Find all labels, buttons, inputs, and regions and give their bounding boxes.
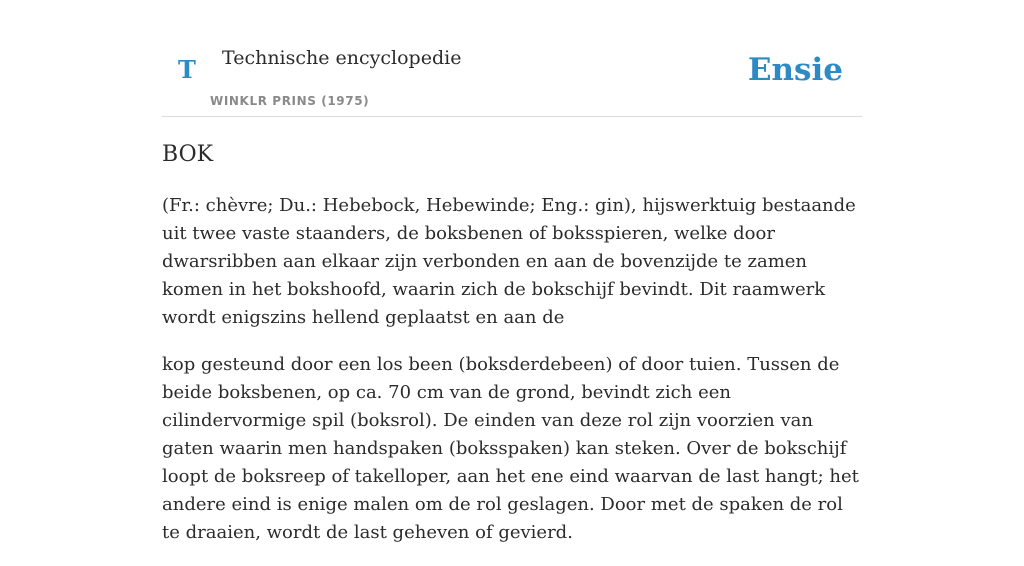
entry-title: BOK: [162, 142, 214, 167]
page-header: [162, 0, 862, 117]
entry-paragraph: (Fr.: chèvre; Du.: Hebebock, Hebewinde; Eng.: gin), hijswerktuig bestaande uit twee vaste staanders, de boksbenen of boksspieren, welke door dwarsribben aan elkaar zijn verbonden en aan de bovenzijde te zamen komen in het bokshoofd, waarin zich de bokschijf bevindt. Dit raamwerk wordt enigszins hellend geplaatst en aan de: [162, 195, 856, 328]
book-subtitle: WINKLR PRINS (1975): [210, 94, 370, 108]
entry-content: [162, 192, 862, 566]
entry-paragraph: kop gesteund door een los been (boksderdebeen) of door tuien. Tussen de beide boksbenen, op ca. 70 cm van de grond, bevindt zich een cilindervormige spil (boksrol). De einden van deze rol zijn voorzien van gaten waarin men handspaken (boksspaken) kan steken. Over de bokschijf loopt de boksreep of takelloper, aan het ene eind waarvan de last hangt; het andere eind is enige malen om de rol geslagen. Door met de spaken de rol te draaien, wordt de last geheven of gevierd.: [162, 354, 859, 543]
book-logo-icon[interactable]: T: [178, 55, 196, 84]
book-title[interactable]: Technische encyclopedie: [222, 47, 462, 69]
brand-logo[interactable]: Ensie: [747, 52, 843, 88]
